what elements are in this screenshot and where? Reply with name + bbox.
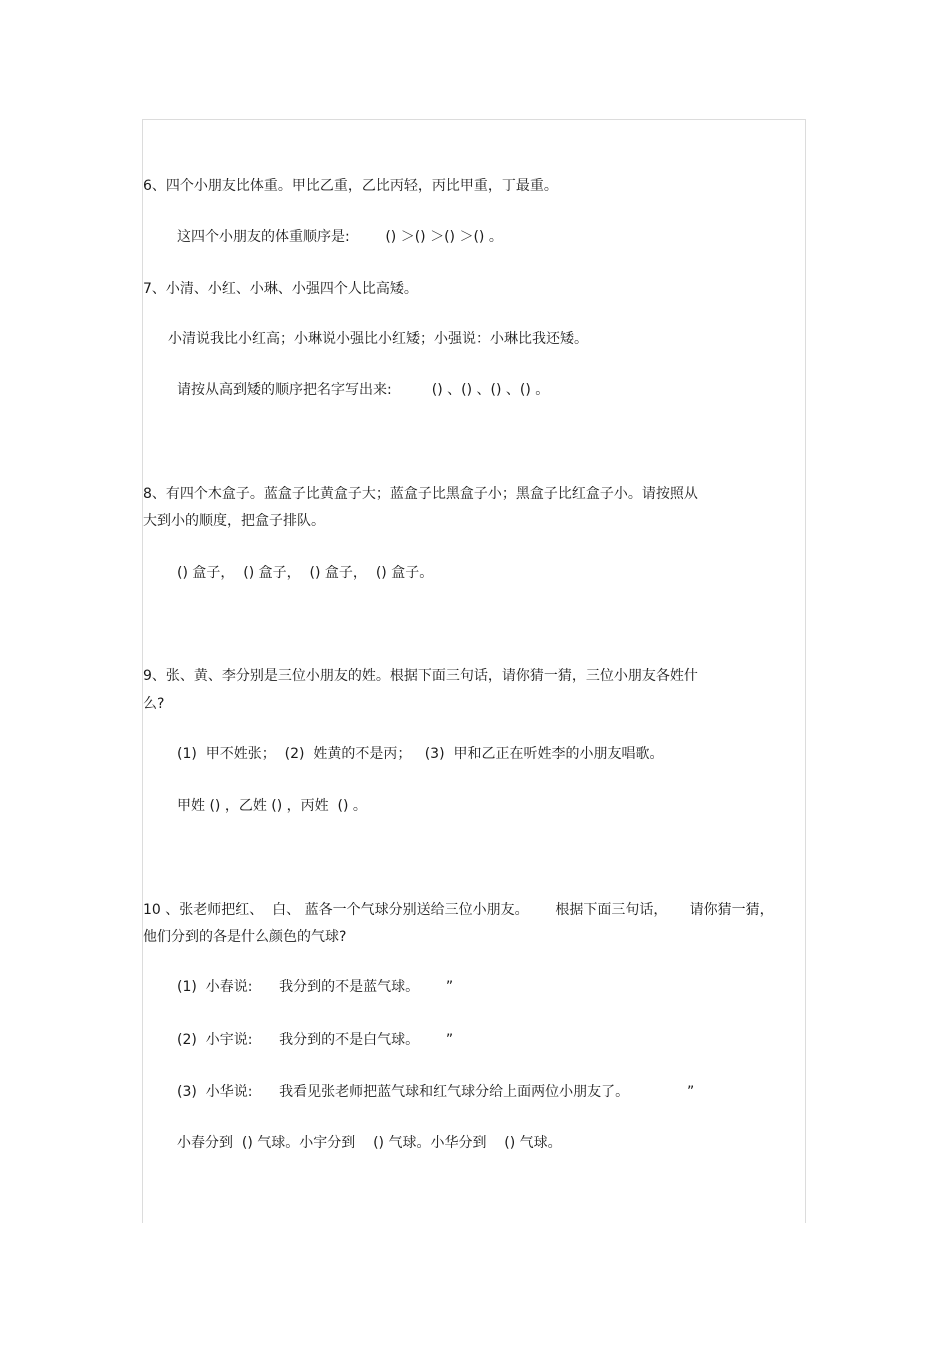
question-6-answer-line: 这四个小朋友的体重顺序是: () ＞() ＞() ＞() 。 (177, 229, 503, 245)
question-8-title-line-2: 大到小的顺度，把盒子排队。 (143, 513, 325, 529)
question-8-title-line-1: 8、有四个木盒子。蓝盒子比黄盒子大；蓝盒子比黑盒子小；黑盒子比红盒子小。请按照从 (143, 486, 698, 502)
question-9-title-line-2: 么? (143, 696, 165, 712)
question-7-title: 7、小清、小红、小琳、小强四个人比高矮。 (143, 281, 418, 297)
question-6-title: 6、四个小朋友比体重。甲比乙重，乙比丙轻，丙比甲重，丁最重。 (143, 178, 558, 194)
question-8-answer-line: () 盒子， () 盒子， () 盒子， () 盒子。 (177, 565, 434, 581)
question-7-statement: 小清说我比小红高；小琳说小强比小红矮；小强说：小琳比我还矮。 (168, 331, 588, 347)
question-9-title-line-1: 9、张、黄、李分别是三位小朋友的姓。根据下面三句话，请你猜一猜，三位小朋友各姓什 (143, 668, 698, 684)
question-10-clue-2: (2) 小宇说: 我分到的不是白气球。 ” (177, 1032, 454, 1048)
question-10-clue-1: (1) 小春说: 我分到的不是蓝气球。 ” (177, 979, 454, 995)
question-10-title-line-1: 10 、张老师把红、 白、 蓝各一个气球分别送给三位小朋友。 根据下面三句话， 请你猜一猜， (143, 902, 774, 918)
question-10-answer-line: 小春分到 () 气球。小宇分到 () 气球。小华分到 () 气球。 (177, 1135, 562, 1151)
question-9-answer-line: 甲姓 () ，乙姓 () ，丙姓 () 。 (177, 798, 367, 814)
question-7-answer-line: 请按从高到矮的顺序把名字写出来: () 、() 、() 、() 。 (177, 382, 550, 398)
question-9-clues: (1) 甲不姓张； (2) 姓黄的不是丙； (3) 甲和乙正在听姓李的小朋友唱歌。 (177, 746, 664, 762)
question-10-title-line-2: 他们分到的各是什么颜色的气球? (143, 929, 347, 945)
question-10-clue-3: (3) 小华说: 我看见张老师把蓝气球和红气球分给上面两位小朋友了。 ” (177, 1084, 695, 1100)
